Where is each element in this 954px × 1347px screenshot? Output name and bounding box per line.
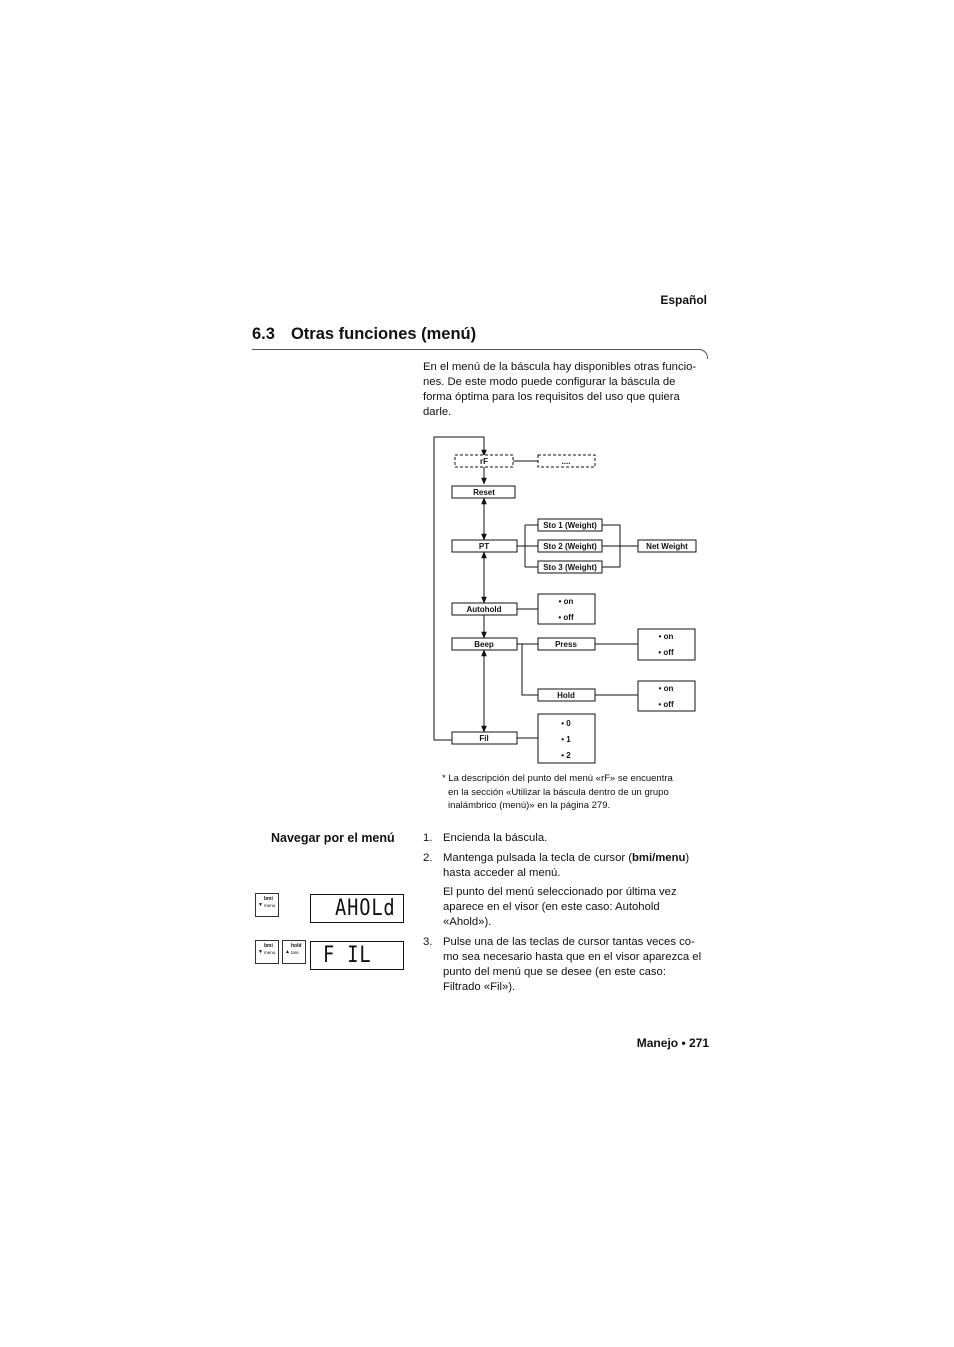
step-text: Encienda la báscula. [443, 832, 548, 844]
intro-line: forma óptima para los requisitos del uso que quiera [423, 391, 680, 403]
dots-label: .... [561, 457, 571, 466]
sto1-label: Sto 1 (Weight) [543, 521, 597, 530]
step-number: 3. [423, 936, 433, 948]
fil-option-2: • 2 [561, 751, 571, 760]
reset-label: Reset [473, 488, 495, 497]
step-number: 1. [423, 832, 433, 844]
nav-heading: Navegar por el menú [271, 831, 395, 845]
footnote-line: inalámbrico (menú)» en la página 279. [448, 800, 611, 811]
autohold-label: Autohold [466, 605, 502, 614]
hold-label: Hold [557, 691, 575, 700]
bmi-menu-key: ▼ bmi menu [255, 893, 279, 917]
nav-steps [423, 831, 713, 1000]
intro-line: nes. De este modo puede configurar la báscula de [423, 376, 676, 388]
bmi-menu-key: ▼ bmi menu [255, 940, 279, 964]
step-3 [423, 935, 713, 995]
step-note: El punto del menú seleccionado por última vez aparece en el visor (en este caso: Autohold «Ahold»). [443, 886, 677, 928]
up-arrow-icon: ▲ [285, 949, 290, 955]
section-rule [252, 349, 700, 350]
down-arrow-icon: ▼ [258, 949, 263, 955]
line-beep-hold [522, 644, 538, 695]
press-on: • on [658, 632, 674, 641]
step-1 [423, 831, 713, 846]
step-2 [423, 851, 713, 930]
autohold-off: • off [558, 613, 574, 622]
section-title-text: Otras funciones (menú) [290, 325, 477, 343]
rf-label: rF [480, 457, 488, 466]
fil-label: Fil [479, 734, 489, 743]
sto2-label: Sto 2 (Weight) [543, 542, 597, 551]
down-arrow-icon: ▼ [258, 902, 263, 908]
hold-on: • on [658, 684, 674, 693]
pt-label: PT [478, 542, 490, 551]
net-weight-label: Net Weight [646, 542, 688, 551]
hold-tare-key: ▲ hold tare [282, 940, 306, 964]
lcd-display-ahold: AHOLd [310, 894, 404, 923]
press-label: Press [555, 640, 577, 649]
press-off: • off [658, 648, 674, 657]
sto-bracket-right [602, 525, 638, 567]
intro-paragraph [423, 360, 713, 420]
loop-line [434, 437, 484, 740]
language-label: Español [660, 293, 707, 307]
page-footer: Manejo • 271 [636, 1036, 709, 1050]
hold-off: • off [658, 700, 674, 709]
step-text: Mantenga pulsada la tecla de cursor (bmi/menu) hasta acceder al menú. [443, 852, 690, 879]
menu-diagram [420, 430, 710, 770]
footnote-line: en la sección «Utilizar la báscula dentro de un grupo [448, 786, 669, 798]
footnote-line: * La descripción del punto del menú «rF» se encuentra [442, 773, 673, 784]
key-name: bmi/menu [632, 852, 686, 864]
autohold-on: • on [558, 597, 574, 606]
intro-line: darle. [423, 406, 452, 418]
section-rule-corner [698, 349, 708, 359]
fil-option-0: • 0 [561, 719, 571, 728]
step-text: Pulse una de las teclas de cursor tantas veces co- mo sea necesario hasta que en el visor aparezca el punto del menú que se desee (en este caso: Filtrado «Fil»). [443, 936, 702, 993]
beep-label: Beep [474, 640, 494, 649]
section-title [252, 325, 476, 344]
footnote [442, 772, 712, 813]
section-number: 6.3 [252, 325, 275, 343]
step-number: 2. [423, 852, 433, 864]
lcd-display-fil: F IL [310, 941, 404, 970]
fil-option-1: • 1 [561, 735, 571, 744]
intro-line: En el menú de la báscula hay disponibles otras funcio- [423, 361, 697, 373]
sto3-label: Sto 3 (Weight) [543, 563, 597, 572]
